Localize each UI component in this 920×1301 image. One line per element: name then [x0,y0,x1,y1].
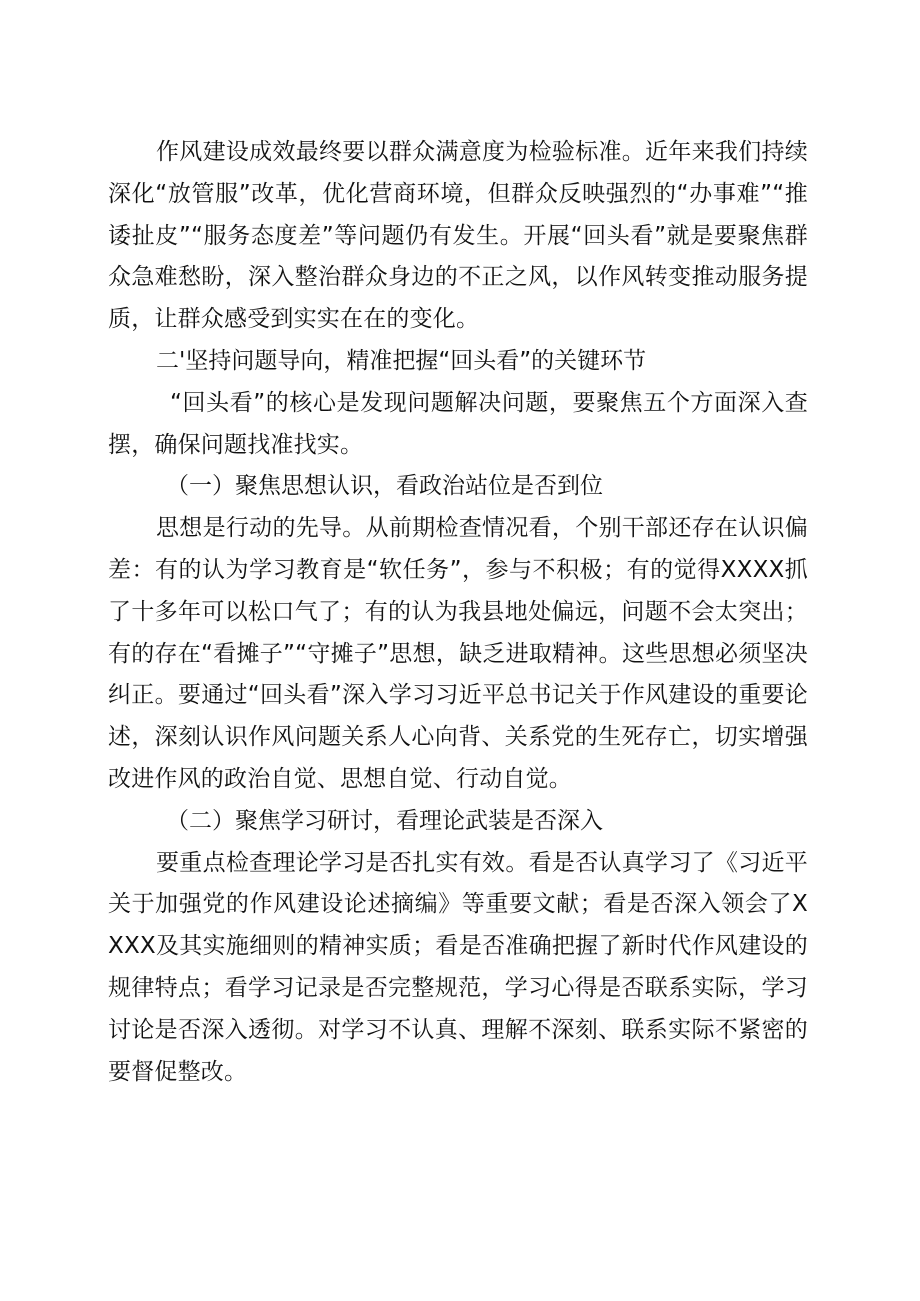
paragraph-mass-satisfaction: 作风建设成效最终要以群众满意度为检验标准。近年来我们持续深化“放管服”改革，优化营商环境，但群众反映强烈的“办事难”“推诿扯皮”“服务态度差”等问题仍有发生。开展“回头看”就是要聚焦群众急难愁盼，深入整治群众身边的不正之风，以作风转变推动服务提质，让群众感受到实实在在的变化。 [108,139,808,333]
paragraph-study: 要重点检查理论学习是否扎实有效。看是否认真学习了《习近平关于加强党的作风建设论述摘编》等重要文献；看是否深入领会了XXXX及其实施细则的精神实质；看是否准确把握了新时代作风建设的规律特点；看学习记录是否完整规范，学习心得是否联系实际，学习讨论是否深入透彻。对学习不认真、理解不深刻、联系实际不紧密的要督促整改。 [108,849,808,1085]
paragraph-thinking: 思想是行动的先导。从前期检查情况看，个别干部还存在认识偏差：有的认为学习教育是“软任务”，参与不积极；有的觉得XXXX抓了十多年可以松口气了；有的认为我县地处偏远，问题不会太突出；有的存在“看摊子”“守摊子”思想，缺乏进取精神。这些思想必须坚决纠正。要通过“回头看”深入学习习近平总书记关于作风建设的重要论述，深刻认识作风问题关系人心向背、关系党的生死存亡，切实增强改进作风的政治自觉、思想自觉、行动自觉。 [108,515,808,792]
subsection-heading-1: （一）聚焦思想认识，看政治站位是否到位 [166,473,603,500]
subsection-heading-2: （二）聚焦学习研讨，看理论武装是否深入 [166,807,603,834]
paragraph-section-intro: “回头看”的核心是发现问题解决问题，要聚焦五个方面深入查摆，确保问题找准找实。 [108,389,808,458]
section-heading-2: 二'坚持问题导向，精准把握“回头看”的关键环节 [156,347,647,374]
document-page [108,132,808,1093]
